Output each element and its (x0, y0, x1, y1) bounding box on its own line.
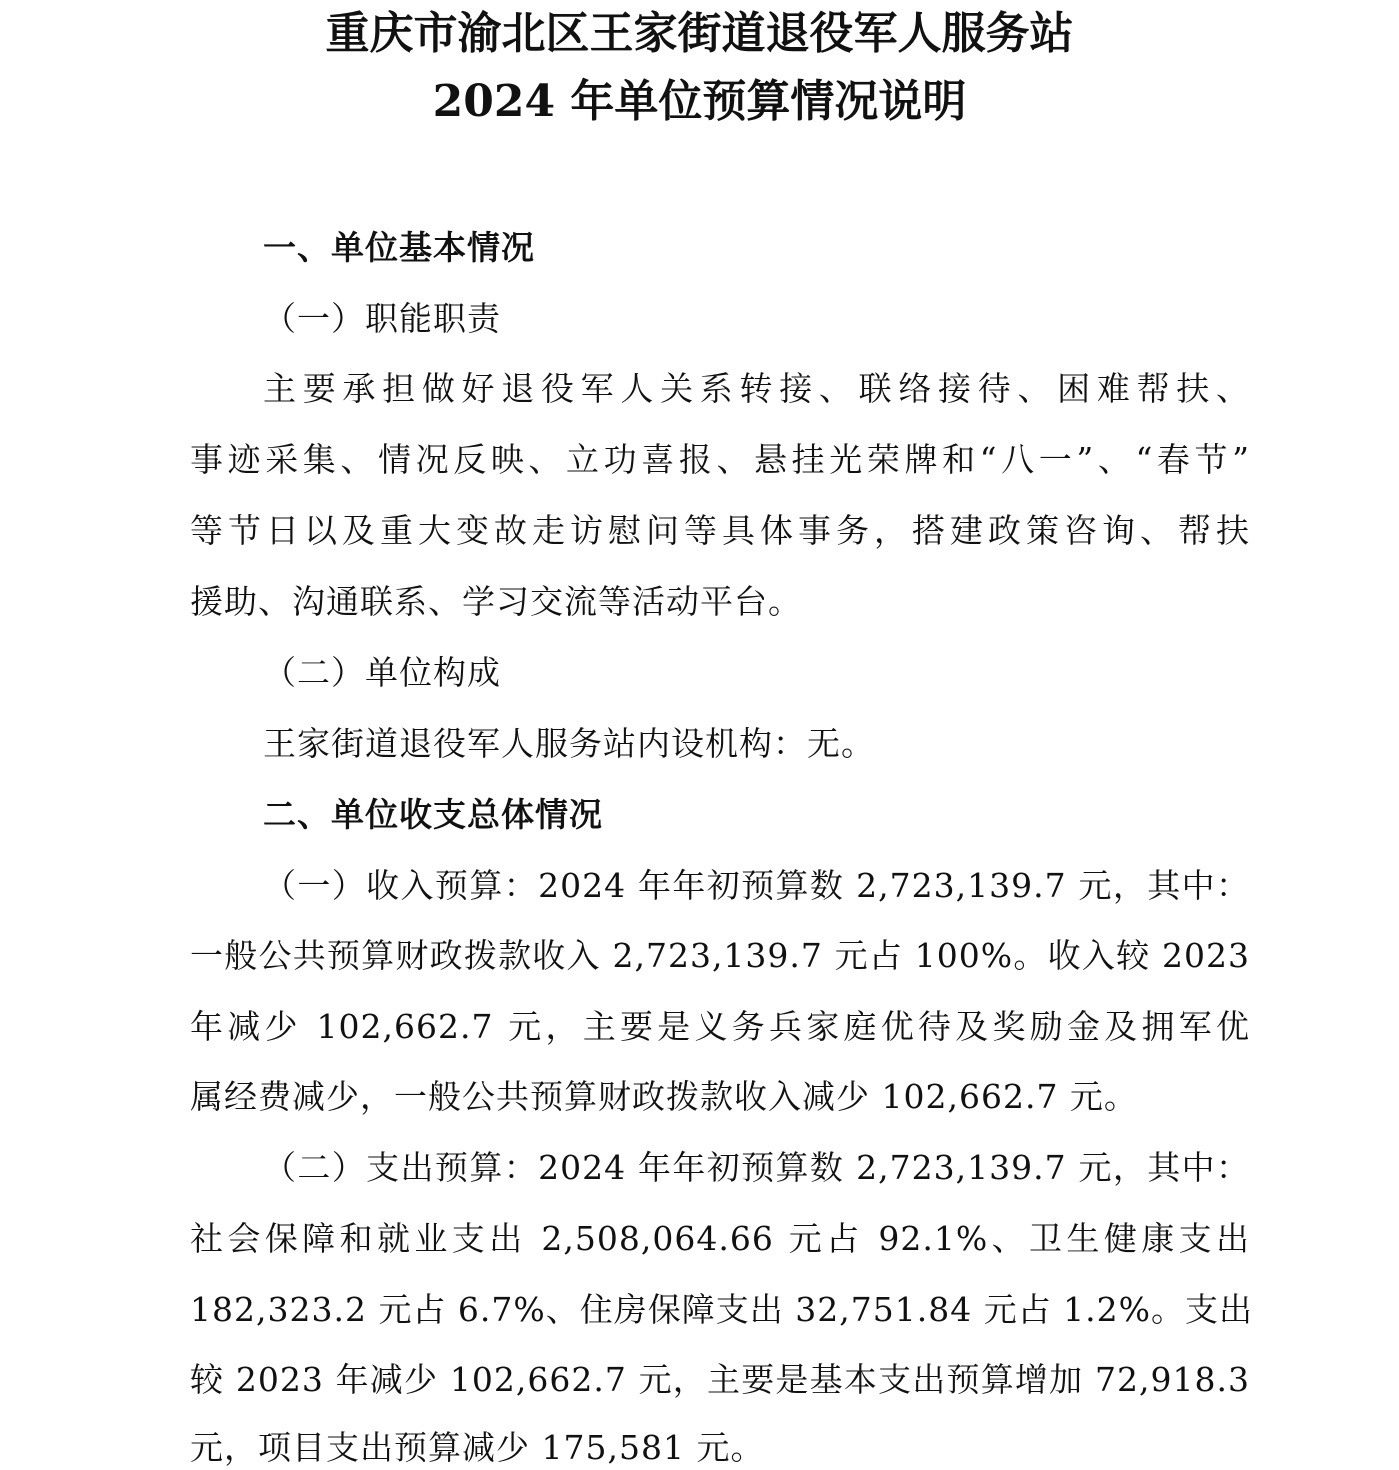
paragraph-line: 一般公共预算财政拨款收入 2,723,139.7 元占 100%。收入较 2023 (190, 936, 1250, 975)
section-1-sub-1-heading: （一）职能职责 (263, 299, 501, 338)
section-1-heading: 一、单位基本情况 (263, 228, 535, 267)
section-2-heading: 二、单位收支总体情况 (263, 795, 603, 834)
paragraph-line: 较 2023 年减少 102,662.7 元，主要是基本支出预算增加 72,918.3 (190, 1360, 1250, 1399)
paragraph-line: 事迹采集、情况反映、立功喜报、悬挂光荣牌和“八一”、“春节” (190, 440, 1250, 479)
paragraph-line: 等节日以及重大变故走访慰问等具体事务，搭建政策咨询、帮扶 (190, 511, 1250, 550)
document-title-line-1: 重庆市渝北区王家街道退役军人服务站 (325, 8, 1074, 59)
paragraph-line: 社会保障和就业支出 2,508,064.66 元占 92.1%、卫生健康支出 (190, 1219, 1250, 1258)
paragraph-line: 援助、沟通联系、学习交流等活动平台。 (190, 582, 802, 621)
paragraph-line: （二）支出预算：2024 年年初预算数 2,723,139.7 元，其中： (263, 1148, 1250, 1187)
paragraph-line: 王家街道退役军人服务站内设机构：无。 (263, 724, 875, 763)
paragraph-line: 182,323.2 元占 6.7%、住房保障支出 32,751.84 元占 1.2%。支出 (190, 1290, 1254, 1329)
paragraph-line: 元，项目支出预算减少 175,581 元。 (190, 1428, 765, 1467)
document-title-line-2: 2024 年单位预算情况说明 (432, 76, 967, 127)
section-1-sub-2-heading: （二）单位构成 (263, 653, 501, 692)
paragraph-line: 属经费减少，一般公共预算财政拨款收入减少 102,662.7 元。 (190, 1077, 1138, 1116)
paragraph-line: （一）收入预算：2024 年年初预算数 2,723,139.7 元，其中： (263, 866, 1250, 905)
paragraph-line: 主要承担做好退役军人关系转接、联络接待、困难帮扶、 (263, 369, 1250, 408)
paragraph-line: 年减少 102,662.7 元，主要是义务兵家庭优待及奖励金及拥军优 (190, 1007, 1250, 1046)
